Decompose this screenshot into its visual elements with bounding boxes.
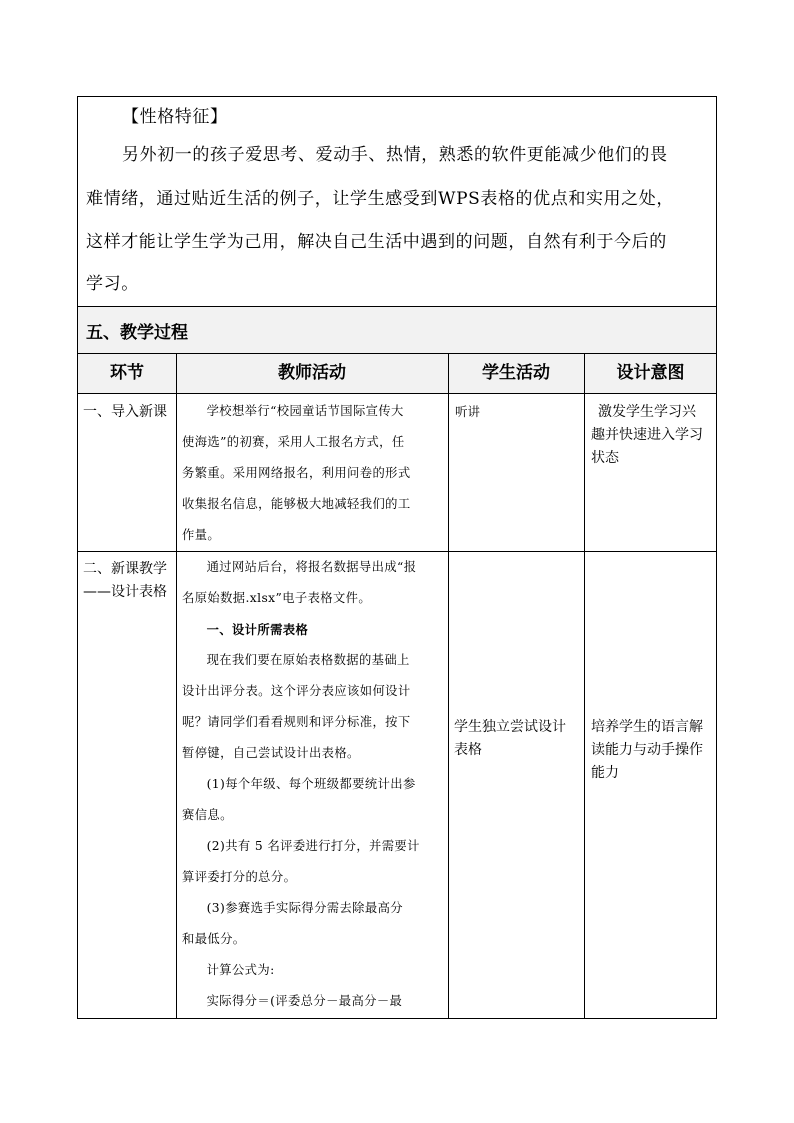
personality-section xyxy=(78,97,716,306)
row1-stage: 一、导入新课 xyxy=(83,404,167,420)
divider xyxy=(78,306,716,307)
column-divider xyxy=(448,353,449,1019)
row2-student-activity xyxy=(454,716,582,762)
column-divider xyxy=(584,353,585,1019)
section-5-title: 五、教学过程 xyxy=(86,323,188,343)
text-line: 作量。 xyxy=(182,528,221,542)
text-line: 学生独立尝试设计 xyxy=(454,719,566,735)
row2-stage xyxy=(83,558,175,604)
personality-line-1: 另外初一的孩子爱思考、爱动手、热情，熟悉的软件更能减少他们的畏 xyxy=(122,145,668,165)
text-line: 能力 xyxy=(591,765,619,781)
text-line: 暂停键，自己尝试设计出表格。 xyxy=(182,746,360,760)
text-line: 呢？请同学们看看规则和评分标准，按下 xyxy=(182,715,411,729)
text-line: 和最低分。 xyxy=(182,932,246,946)
text-line: 现在我们要在原始表格数据的基础上 xyxy=(206,653,410,667)
text-line: 培养学生的语言解 xyxy=(591,719,703,735)
text-line: 使海选”的初赛，采用人工报名方式，任 xyxy=(182,435,405,449)
row2-design-intent xyxy=(591,716,713,785)
text-line: 学校想举行“校园童话节国际宣传大 xyxy=(206,404,404,418)
text-line: 通过网站后台，将报名数据导出成“报 xyxy=(206,560,417,574)
text-line: 表格 xyxy=(454,742,482,758)
text-line: 务繁重。采用网络报名，利用问卷的形式 xyxy=(182,466,411,480)
row1-design-intent xyxy=(591,401,713,470)
text-line: 收集报名信息，能够极大地减轻我们的工 xyxy=(182,497,411,511)
text-line: ——设计表格 xyxy=(83,584,167,600)
text-line: 激发学生学习兴 xyxy=(598,404,696,420)
text-line: 计算公式为: xyxy=(206,963,275,977)
text-line: 算评委打分的总分。 xyxy=(182,870,297,884)
text-line: 设计出评分表。这个评分表应该如何设计 xyxy=(182,684,411,698)
text-line: (1)每个年级、每个班级都要统计出参 xyxy=(206,777,416,791)
text-line: 读能力与动手操作 xyxy=(591,742,703,758)
text-line: 趣并快速进入学习 xyxy=(591,427,703,443)
text-line: 名原始数据.xlsx”电子表格文件。 xyxy=(182,591,372,605)
row1-student-activity: 听讲 xyxy=(455,404,481,419)
text-line: 赛信息。 xyxy=(182,808,233,822)
personality-line-3: 这样才能让学生学为己用，解决自己生活中遇到的问题，自然有利于今后的 xyxy=(86,232,667,252)
header-design-intent: 设计意图 xyxy=(616,363,685,383)
row2-teacher-activity xyxy=(182,552,444,1017)
row1-teacher-activity xyxy=(182,396,444,551)
header-stage: 环节 xyxy=(110,363,144,383)
text-line: (2)共有 5 名评委进行打分，并需要计 xyxy=(206,839,420,853)
personality-line-4: 学习。 xyxy=(86,274,139,294)
text-line: 状态 xyxy=(591,450,619,466)
text-line: 二、新课教学 xyxy=(83,561,167,577)
divider xyxy=(78,393,716,394)
text-line: 实际得分＝(评委总分－最高分－最 xyxy=(206,994,403,1008)
subheading: 一、设计所需表格 xyxy=(206,622,309,637)
text-line: (3)参赛选手实际得分需去除最高分 xyxy=(206,901,403,915)
header-teacher-activity: 教师活动 xyxy=(278,363,346,383)
personality-heading: 【性格特征】 xyxy=(122,107,228,127)
lesson-table xyxy=(77,96,717,1019)
personality-line-2: 难情绪，通过贴近生活的例子，让学生感受到WPS表格的优点和实用之处， xyxy=(86,189,674,209)
header-student-activity: 学生活动 xyxy=(482,363,550,383)
column-divider xyxy=(176,353,177,1019)
